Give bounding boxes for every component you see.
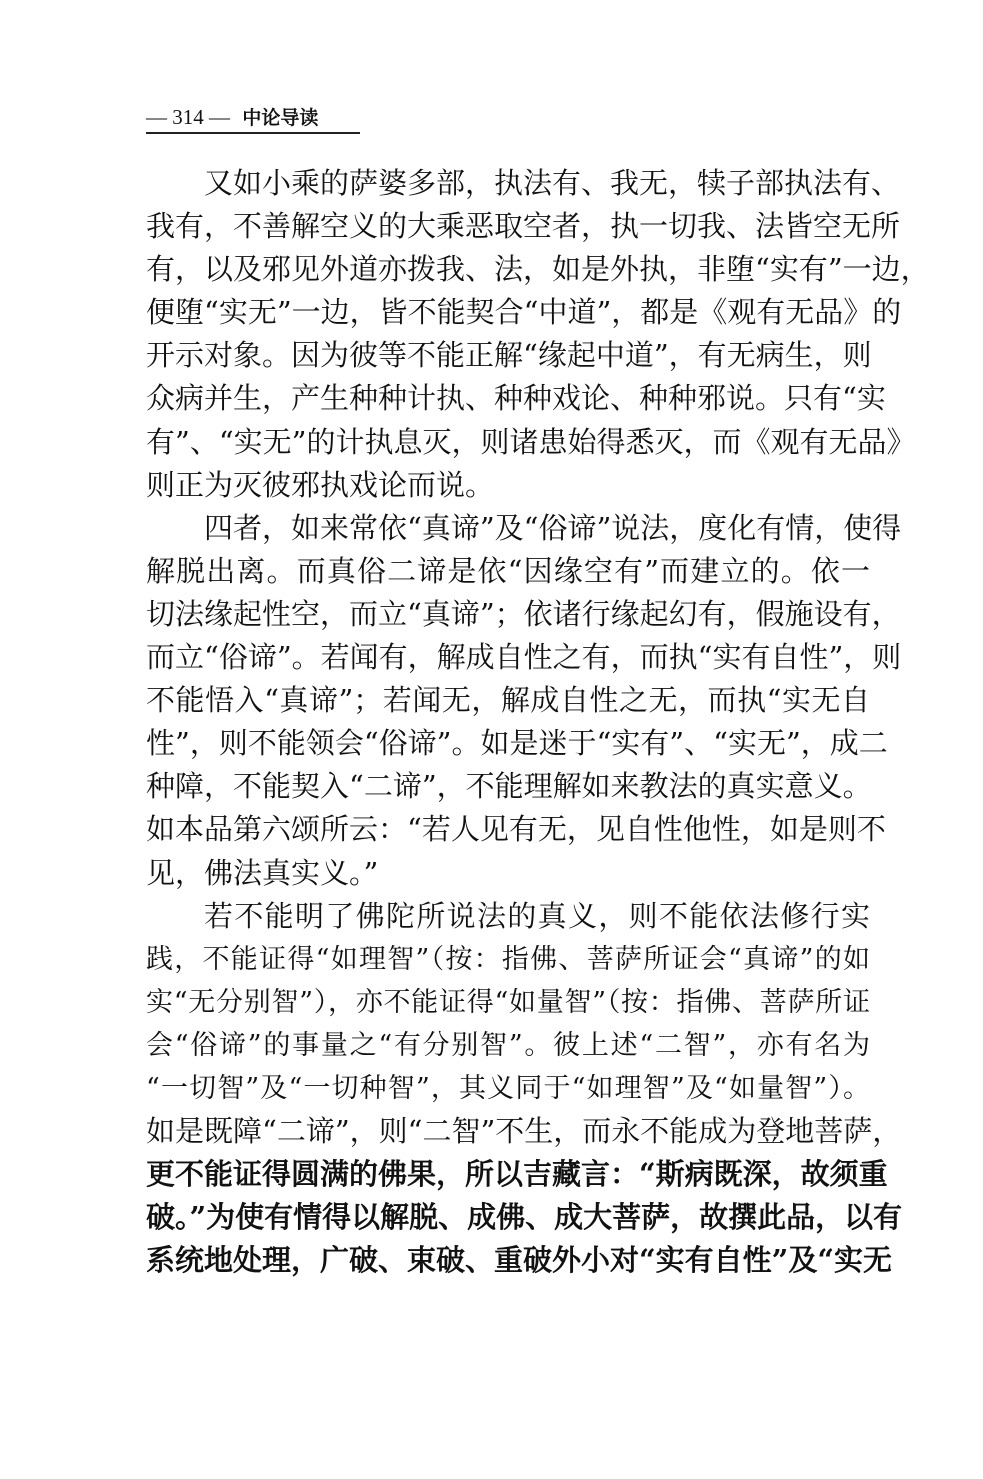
text-line: 系统地处理，广破、束破、重破外小对“实有自性”及“实无: [146, 1243, 893, 1278]
text-line: 又如小乘的萨婆多部，执法有、我无，犊子部执法有、: [204, 166, 901, 200]
text-line: “一切智”及“一切种智”，其义同于“如理智”及“如量智”）。: [146, 1072, 870, 1104]
page-number: — 314 —: [146, 105, 230, 129]
text-line: 有”、“实无”的计执息灭，则诸患始得悉灭，而《观有无品》: [146, 424, 916, 459]
text-line: 如是既障“二谛”，则“二智”不生，而永不能成为登地菩萨，: [146, 1114, 902, 1149]
text-line: 会“俗谛”的事量之“有分别智”。彼上述“二智”，亦有名为: [146, 1029, 870, 1061]
text-line: 不能悟入“真谛”；若闻无，解成自性之无，而执“实无自: [146, 683, 870, 718]
running-header: [146, 104, 360, 134]
text-line: 众病并生，产生种种计执、种种戏论、种种邪说。只有“实: [146, 381, 886, 416]
paragraph-2: [146, 507, 902, 895]
text-line: 有，以及邪见外道亦拨我、法，如是外执，非堕“实有”一边，: [146, 252, 930, 287]
paragraph-3: [146, 895, 903, 1283]
text-line: 如本品第六颂所云：“若人见有无，见自性他性，如是则不: [146, 812, 886, 847]
text-line: 则正为灭彼邪执戏论而说。: [146, 467, 495, 502]
text-line: 更不能证得圆满的佛果，所以吉藏言：“斯病既深，故须重: [146, 1157, 888, 1192]
text-line: 我有，不善解空义的大乘恶取空者，执一切我、法皆空无所: [146, 209, 901, 244]
text-line: 实“无分别智”），亦不能证得“如量智”（按：指佛、菩萨所证: [146, 986, 870, 1018]
paragraph-1: [146, 162, 930, 507]
text-line: 解脱出离。而真俗二谛是依“因缘空有”而建立的。依一: [146, 553, 870, 588]
text-line: 践，不能证得“如理智”（按：指佛、菩萨所证会“真谛”的如: [146, 943, 870, 975]
text-line: 切法缘起性空，而立“真谛”；依诸行缘起幻有，假施设有，: [146, 596, 901, 631]
text-line: 破。”为使有情得以解脱、成佛、成大菩萨，故撰此品，以有: [146, 1200, 903, 1235]
text-line: 见，佛法真实义。”: [146, 855, 379, 890]
text-line: 性”，则不能领会“俗谛”。如是迷于“实有”、“实无”，成二: [146, 726, 888, 761]
text-line: 种障，不能契入“二谛”，不能理解如来教法的真实意义。: [146, 769, 872, 804]
text-line: 四者，如来常依“真谛”及“俗谛”说法，度化有情，使得: [204, 510, 902, 545]
text-line: 便堕“实无”一边，皆不能契合“中道”，都是《观有无品》的: [146, 295, 902, 330]
text-line: 而立“俗谛”。若闻有，解成自性之有，而执“实有自性”，则: [146, 640, 902, 675]
text-line: 若不能明了佛陀所说法的真义，则不能依法修行实: [204, 898, 870, 933]
book-title: 中论导读: [242, 107, 319, 129]
page-body: [146, 162, 930, 1282]
text-line: 开示对象。因为彼等不能正解“缘起中道”，有无病生，则: [146, 338, 872, 373]
